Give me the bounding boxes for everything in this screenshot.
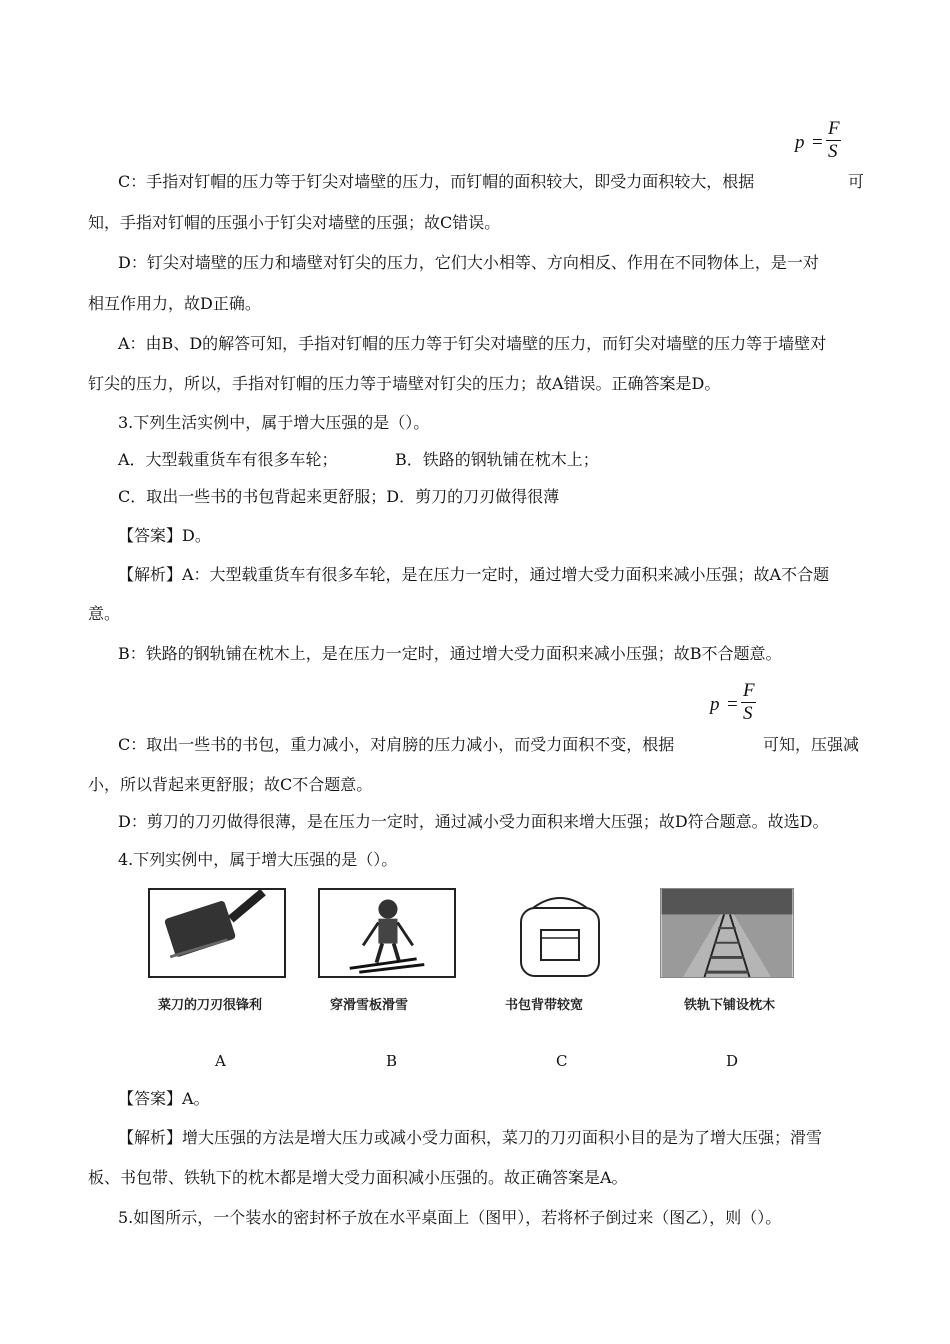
q2-analysis-c-line1-tail: 可 [848,172,865,191]
q3-stem: 3.下列生活实例中，属于增大压强的是（）。 [118,413,430,432]
formula-equals: = [812,132,823,153]
caption-c: 书包背带较宽 [505,998,584,1013]
q4-analysis-line1: 【解析】增大压强的方法是增大压力或减小受力面积，菜刀的刀刃面积小目的是为了增大压强；滑雪 [118,1128,823,1147]
q2-analysis-c-line2: 知，手指对钉帽的压强小于钉尖对墙壁的压强；故C错误。 [88,213,501,232]
q2-analysis-a-line2: 钉尖的压力，所以，手指对钉帽的压力等于墙壁对钉尖的压力；故A错误。正确答案是D。 [88,374,721,393]
formula-numerator: F [828,118,840,139]
option-label-b: B [386,1052,398,1070]
q2-analysis-c-line1: C：手指对钉帽的压力等于钉尖对墙壁的压力，而钉帽的面积较大，即受力面积较大，根据 [118,172,755,191]
q3-options-cd: C．取出一些书的书包背起来更舒服；D．剪刀的刀刃做得很薄 [118,487,560,506]
q3-analysis-c2: 小，所以背起来更舒服；故C不合题意。 [88,775,373,794]
q3-option-a: A．大型载重货车有很多车轮； [118,450,338,469]
formula-denominator: S [828,141,838,162]
q2-analysis-a-line1: A：由B、D的解答可知，手指对钉帽的压力等于钉尖对墙壁的压力，而钉尖对墙壁的压力等于墙壁对 [118,334,827,353]
q4-analysis-line2: 板、书包带、铁轨下的枕木都是增大受力面积减小压强的。故正确答案是A。 [88,1168,628,1187]
q3-analysis-c1-tail: 可知，压强减 [763,735,860,754]
pressure-formula-2 [710,680,760,726]
q3-analysis-a2: 意。 [88,604,121,623]
q3-analysis-d: D：剪刀的刀刃做得很薄，是在压力一定时，通过减小受力面积来增大压强；故D符合题意。故选D。 [118,812,829,831]
caption-b: 穿滑雪板滑雪 [330,998,409,1013]
skier-image [318,888,456,978]
school-bag-image [491,888,629,978]
railway-track-image [660,888,794,978]
formula-p: p [795,132,805,153]
q3-analysis-b: B：铁路的钢轨铺在枕木上，是在压力一定时，通过增大受力面积来减小压强；故B不合题意。 [118,644,782,663]
pressure-formula [795,118,845,164]
q3-answer: 【答案】D。 [118,526,211,545]
q3-analysis-c1: C：取出一些书的书包，重力减小，对肩膀的压力减小，而受力面积不变，根据 [118,735,675,754]
option-label-a: A [215,1052,226,1070]
q5-stem: 5.如图所示，一个装水的密封杯子放在水平桌面上（图甲），若将杯子倒过来（图乙），则（）。 [118,1208,782,1227]
formula-numerator: F [743,680,755,701]
option-label-c: C [556,1052,568,1070]
q4-stem: 4.下列实例中，属于增大压强的是（）。 [118,850,398,869]
q3-analysis-a1: 【解析】A：大型载重货车有很多车轮，是在压力一定时，通过增大受力面积来减小压强；故A不合题 [118,565,830,584]
option-label-d: D [726,1052,739,1070]
q2-analysis-d-line2: 相互作用力，故D正确。 [88,294,261,313]
caption-a: 菜刀的刀刃很锋利 [158,998,263,1013]
formula-denominator: S [743,703,753,724]
caption-d: 铁轨下铺设枕木 [684,998,776,1013]
q3-option-b: B．铁路的钢轨铺在枕木上； [395,450,599,469]
formula-p: p [710,694,720,715]
formula-equals: = [727,694,738,715]
kitchen-knife-image [148,888,286,978]
q4-answer: 【答案】A。 [118,1089,210,1108]
q2-analysis-d-line1: D：钉尖对墙壁的压力和墙壁对钉尖的压力，它们大小相等、方向相反、作用在不同物体上，是一对 [118,253,819,272]
